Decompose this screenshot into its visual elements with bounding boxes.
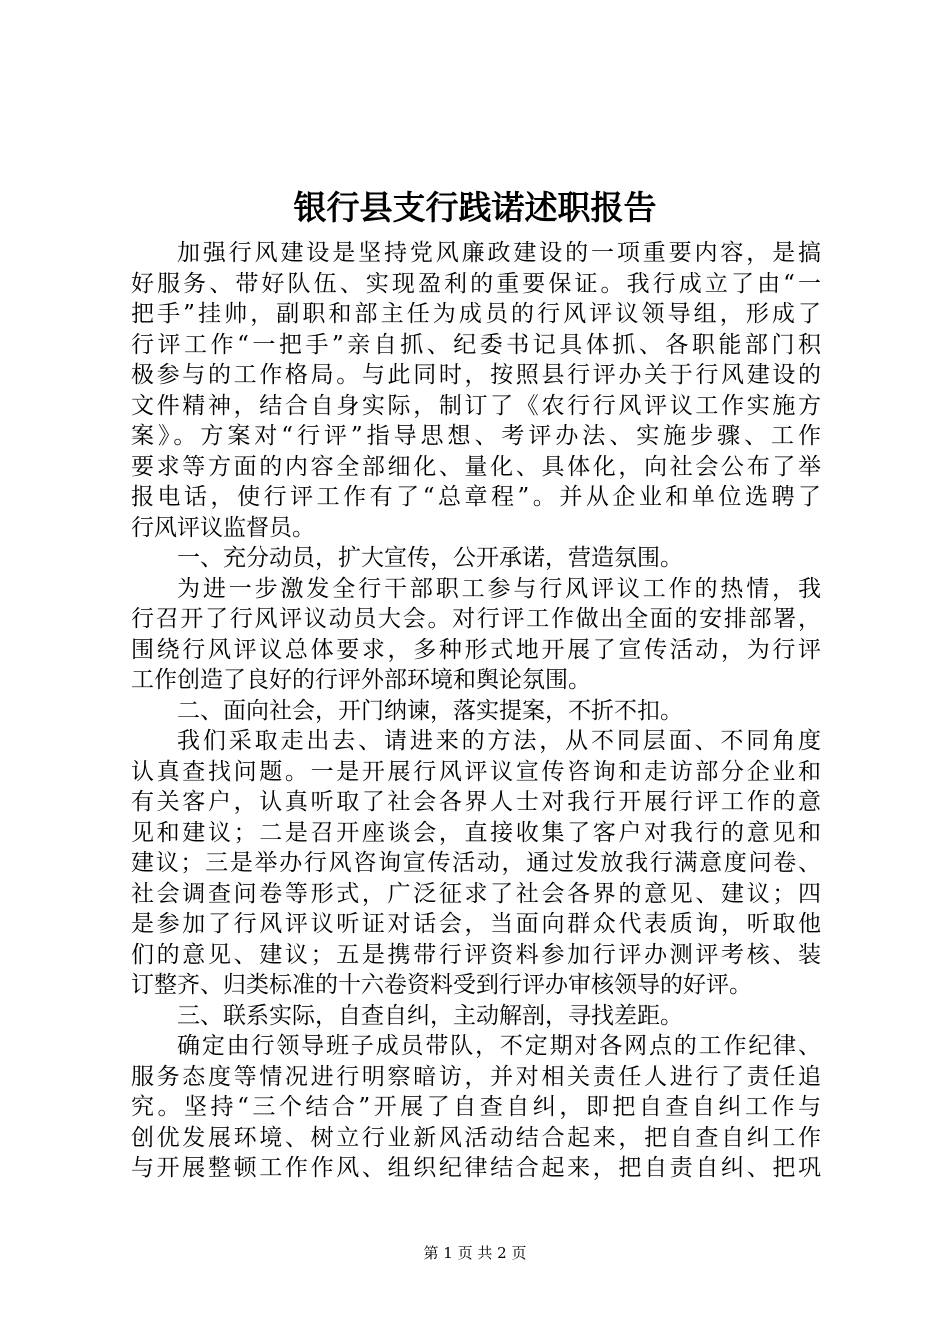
body-line: 服务态度等情况进行明察暗访，并对相关责任人进行了责任追 [131, 1063, 821, 1090]
body-line: 要求等方面的内容全部细化、量化、具体化，向社会公布了举 [131, 453, 821, 480]
body-line: 社会调查问卷等形式，广泛征求了社会各界的意见、建议；四 [131, 880, 821, 907]
body-line: 认真查找问题。一是开展行风评议宣传咨询和走访部分企业和 [131, 758, 821, 785]
body-line: 文件精神，结合自身实际，制订了《农行行风评议工作实施方 [131, 392, 821, 419]
body-line: 极参与的工作格局。与此同时，按照县行评办关于行风建设的 [131, 362, 821, 388]
body-line: 行风评议监督员。 [131, 514, 315, 541]
document-title: 银行县支行践诺述职报告 [293, 188, 657, 227]
body-line: 是参加了行风评议听证对话会，当面向群众代表质询，听取他 [131, 911, 821, 937]
body-line: 围绕行风评议总体要求，多种形式地开展了宣传活动，为行评 [131, 636, 821, 663]
body-line: 加强行风建设是坚持党风廉政建设的一项重要内容，是搞 [177, 240, 821, 266]
body-line: 好服务、带好队伍、实现盈利的重要保证。我行成立了由“一 [131, 270, 821, 297]
body-line: 把手”挂帅，副职和部主任为成员的行风评议领导组，形成了 [131, 301, 821, 327]
body-line: 行召开了行风评议动员大会。对行评工作做出全面的安排部署， [131, 606, 821, 632]
body-line: 三、联系实际，自查自纠，主动解剖，寻找差距。 [177, 1002, 683, 1029]
document-body [131, 238, 821, 1184]
body-line: 行评工作“一把手”亲自抓、纪委书记具体抓、各职能部门积 [131, 331, 821, 358]
body-line: 订整齐、归类标准的十六卷资料受到行评办审核领导的好评。 [131, 972, 752, 998]
body-line: 一、充分动员，扩大宣传，公开承诺，营造氛围。 [177, 545, 683, 571]
body-line: 们的意见、建议；五是携带行评资料参加行评办测评考核、装 [131, 941, 821, 968]
body-line: 见和建议；二是召开座谈会，直接收集了客户对我行的意见和 [131, 819, 821, 846]
body-line: 案》。方案对“行评”指导思想、考评办法、实施步骤、工作 [131, 423, 821, 449]
body-line: 与开展整顿工作作风、组织纪律结合起来，把自责自纠、把巩 [131, 1155, 821, 1181]
body-line: 工作创造了良好的行评外部环境和舆论氛围。 [131, 667, 591, 693]
body-line: 报电话，使行评工作有了“总章程”。并从企业和单位选聘了 [131, 484, 821, 510]
body-line: 二、面向社会，开门纳谏，落实提案，不折不扣。 [177, 697, 683, 724]
body-line: 确定由行领导班子成员带队，不定期对各网点的工作纪律、 [177, 1033, 821, 1059]
body-line: 有关客户，认真听取了社会各界人士对我行开展行评工作的意 [131, 789, 821, 815]
page-footer: 第 1 页 共 2 页 [423, 1244, 527, 1262]
body-line: 我们采取走出去、请进来的方法，从不同层面、不同角度 [177, 728, 821, 754]
body-line: 为进一步激发全行干部职工参与行风评议工作的热情，我 [177, 575, 821, 602]
body-line: 究。坚持“三个结合”开展了自查自纠，即把自查自纠工作与 [131, 1094, 821, 1120]
body-line: 创优发展环境、树立行业新风活动结合起来，把自查自纠工作 [131, 1124, 821, 1151]
body-line: 建议；三是举办行风咨询宣传活动，通过发放我行满意度问卷、 [131, 850, 821, 876]
